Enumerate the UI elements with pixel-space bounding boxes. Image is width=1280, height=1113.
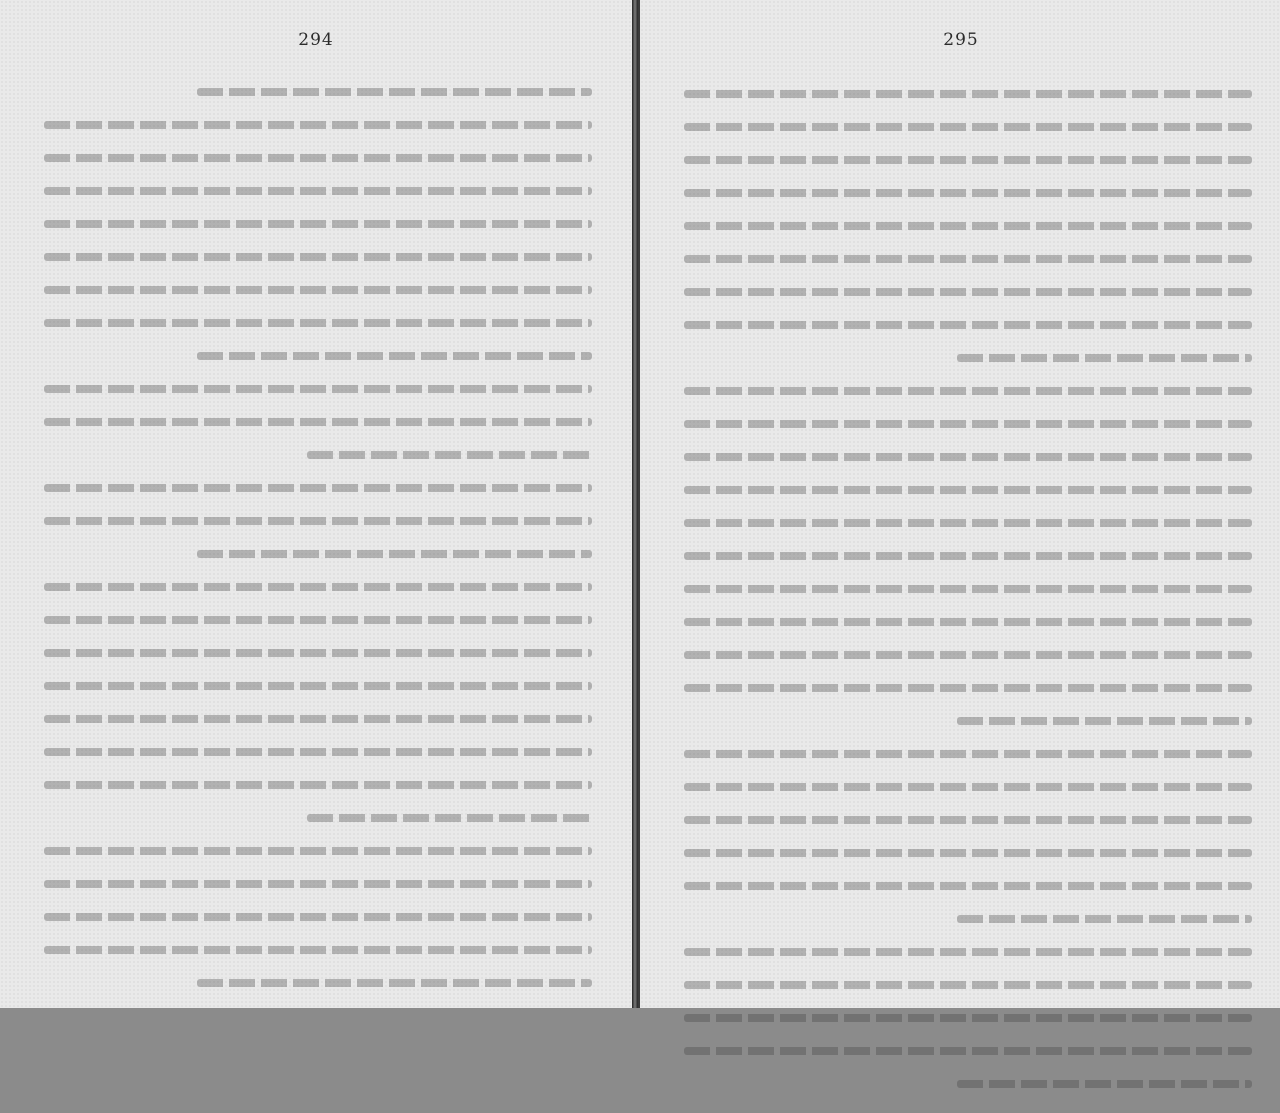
text-line (684, 882, 1252, 890)
text-line (44, 649, 592, 657)
text-paragraph (44, 121, 592, 228)
text-line (197, 979, 592, 987)
text-line (957, 354, 1252, 362)
text-line (684, 453, 1252, 461)
text-line (684, 981, 1252, 989)
text-line (684, 222, 1252, 230)
right-page (638, 0, 1280, 1008)
text-line (957, 717, 1252, 725)
text-paragraph (44, 88, 592, 96)
text-line (44, 748, 592, 756)
text-line (44, 154, 592, 162)
right-page-text (684, 90, 1252, 1113)
text-line (684, 651, 1252, 659)
text-line (684, 387, 1252, 395)
text-line (44, 484, 592, 492)
text-paragraph (684, 750, 1252, 923)
text-line (44, 781, 592, 789)
text-line (307, 451, 592, 459)
page-number-left: 294 (298, 30, 334, 50)
text-line (684, 156, 1252, 164)
text-line (684, 618, 1252, 626)
text-line (44, 385, 592, 393)
text-paragraph (44, 484, 592, 558)
text-paragraph (44, 847, 592, 987)
text-line (684, 1047, 1252, 1055)
text-paragraph (684, 948, 1252, 1088)
text-line (44, 847, 592, 855)
text-line (197, 352, 592, 360)
text-line (684, 783, 1252, 791)
text-line (684, 1014, 1252, 1022)
text-paragraph (44, 385, 592, 459)
text-line (684, 849, 1252, 857)
left-page (0, 0, 634, 1008)
text-line (307, 814, 592, 822)
text-line (957, 1080, 1252, 1088)
text-line (44, 583, 592, 591)
text-line (44, 880, 592, 888)
text-line (684, 189, 1252, 197)
left-page-text (44, 88, 592, 1012)
text-paragraph (684, 90, 1252, 362)
text-line (44, 121, 592, 129)
text-line (44, 517, 592, 525)
text-line (44, 187, 592, 195)
text-line (44, 418, 592, 426)
text-line (684, 948, 1252, 956)
text-line (684, 552, 1252, 560)
text-line (197, 550, 592, 558)
text-line (684, 90, 1252, 98)
text-line (684, 420, 1252, 428)
text-line (684, 519, 1252, 527)
text-line (684, 684, 1252, 692)
text-paragraph (44, 253, 592, 360)
text-line (684, 816, 1252, 824)
text-line (44, 286, 592, 294)
text-line (44, 616, 592, 624)
text-line (957, 915, 1252, 923)
page-number-right: 295 (943, 30, 979, 50)
text-line (44, 682, 592, 690)
text-line (44, 946, 592, 954)
text-line (684, 321, 1252, 329)
text-paragraph (684, 387, 1252, 725)
text-line (44, 913, 592, 921)
text-line (684, 288, 1252, 296)
text-line (44, 319, 592, 327)
text-line (44, 253, 592, 261)
text-line (684, 255, 1252, 263)
text-line (44, 220, 592, 228)
text-line (684, 486, 1252, 494)
text-line (44, 715, 592, 723)
text-line (684, 123, 1252, 131)
text-paragraph (44, 583, 592, 822)
text-line (197, 88, 592, 96)
text-line (684, 585, 1252, 593)
text-line (684, 750, 1252, 758)
